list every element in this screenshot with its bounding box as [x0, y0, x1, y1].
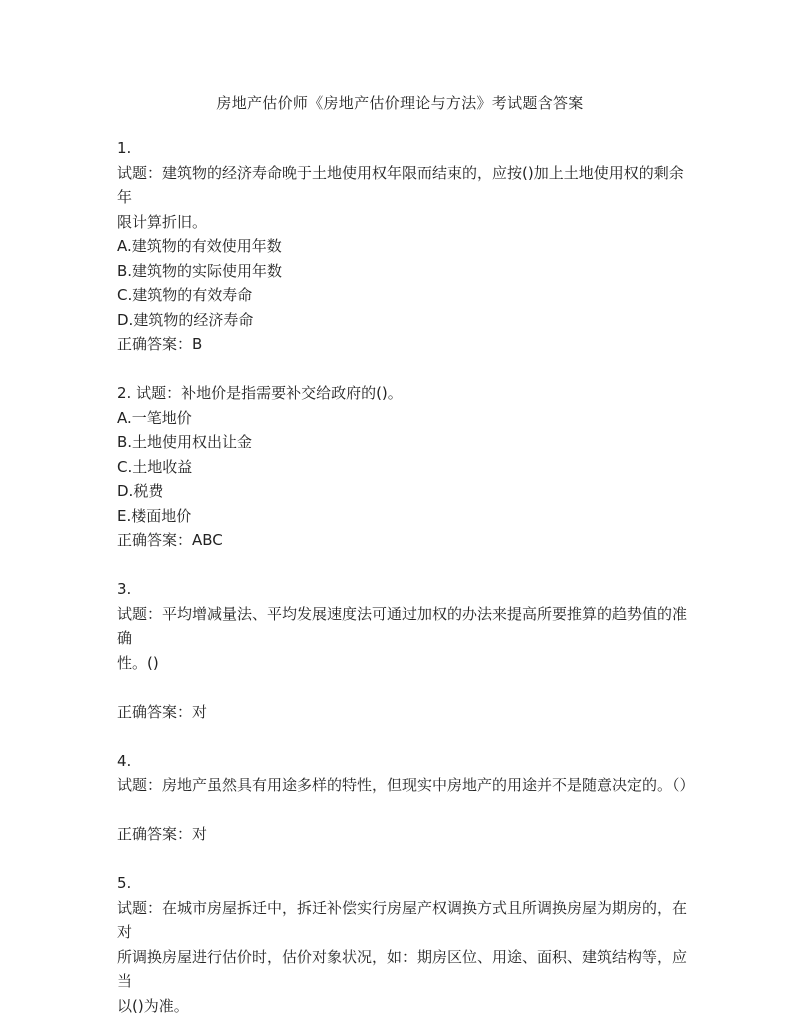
question-number: 5. [117, 874, 132, 892]
option-c: C.土地收益 [117, 457, 193, 476]
spacer [117, 553, 697, 578]
option-c: C.建筑物的有效寿命 [117, 286, 253, 304]
question-stem-line: 性。() [117, 653, 159, 672]
question-5 [117, 871, 697, 1018]
question-stem-line: 所调换房屋进行估价时，估价对象状况，如：期房区位、用途、面积、建筑结构等，应当 [117, 947, 688, 990]
spacer [117, 675, 697, 700]
option-d: D.建筑物的经济寿命 [117, 310, 254, 329]
question-stem-line: 试题：平均增减量法、平均发展速度法可通过加权的办法来提高所要推算的趋势值的准确 [117, 604, 688, 647]
option-b: B.建筑物的实际使用年数 [117, 261, 283, 280]
correct-answer: 正确答案：对 [117, 702, 208, 721]
spacer [117, 847, 697, 872]
correct-answer: 正确答案：对 [117, 825, 208, 843]
question-1 [117, 136, 697, 357]
option-b: B.土地使用权出让金 [117, 433, 253, 451]
option-a: A.一笔地价 [117, 408, 192, 427]
document-body [117, 136, 697, 1018]
question-number: 4. [117, 751, 132, 770]
question-stem-line: 2. 试题：补地价是指需要补交给政府的()。 [117, 384, 403, 402]
question-stem-line: 试题：建筑物的经济寿命晚于土地使用权年限而结束的，应按()加上土地使用权的剩余年 [117, 163, 684, 206]
document-title: 房地产估价师《房地产估价理论与方法》考试题含答案 [216, 94, 584, 112]
question-stem-line: 以()为准。 [117, 996, 189, 1015]
question-stem-line: 限计算折旧。 [117, 212, 208, 231]
question-2 [117, 381, 697, 553]
correct-answer: 正确答案：ABC [117, 531, 223, 549]
option-d: D.税费 [117, 482, 164, 500]
spacer [117, 724, 697, 749]
question-number: 1. [117, 139, 132, 157]
question-3 [117, 577, 697, 724]
option-e: E.楼面地价 [117, 506, 192, 525]
question-number: 3. [117, 580, 132, 598]
question-4 [117, 749, 697, 847]
question-stem-line: 试题：在城市房屋拆迁中，拆迁补偿实行房屋产权调换方式且所调换房屋为期房的，在对 [117, 898, 688, 941]
correct-answer: 正确答案：B [117, 335, 203, 353]
option-a: A.建筑物的有效使用年数 [117, 237, 282, 255]
question-stem-line: 试题：房地产虽然具有用途多样的特性，但现实中房地产的用途并不是随意决定的。（） [117, 776, 695, 794]
spacer [117, 798, 697, 823]
spacer [117, 357, 697, 382]
